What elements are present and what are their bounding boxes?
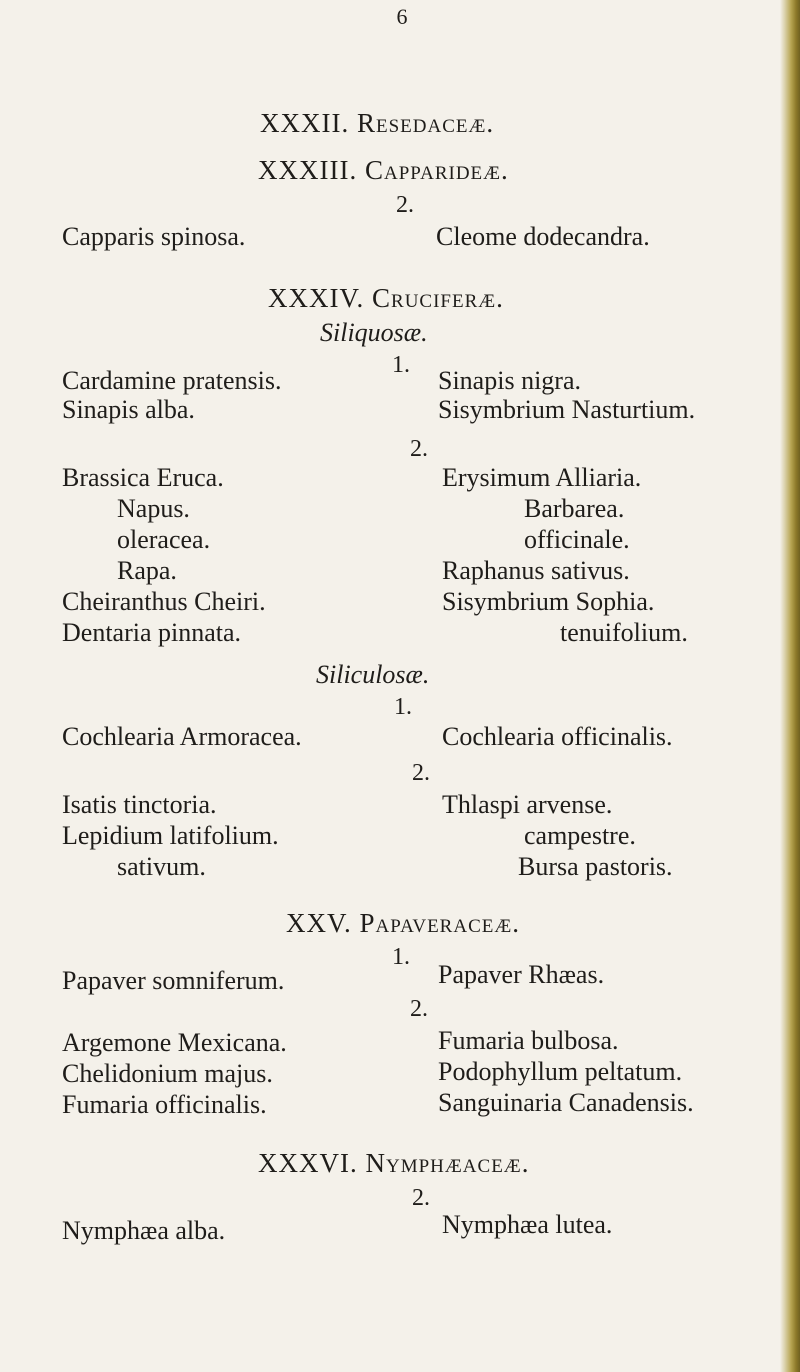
species-entry: Chelidonium majus. xyxy=(62,1059,273,1088)
species-entry: campestre. xyxy=(524,821,636,850)
species-entry: Sinapis alba. xyxy=(62,395,195,424)
species-entry: oleracea. xyxy=(117,525,211,554)
section-heading-xxxiii xyxy=(258,155,509,185)
section-numeral: XXXIII. xyxy=(258,155,358,185)
species-entry: Brassica Eruca. xyxy=(62,463,224,492)
species-entry: Napus. xyxy=(117,494,190,523)
section-family: Nymphæaceæ. xyxy=(365,1148,530,1178)
species-entry: Papaver somniferum. xyxy=(62,966,285,995)
section-heading-xxv xyxy=(286,908,520,938)
subdivision-title: Siliquosæ. xyxy=(320,318,428,347)
species-entry: Papaver Rhæas. xyxy=(438,960,605,989)
section-family: Papaveraceæ. xyxy=(359,908,520,938)
section-numeral: XXXIV. xyxy=(268,283,365,313)
species-entry: Capparis spinosa. xyxy=(62,222,246,251)
species-entry: Cochlearia officinalis. xyxy=(442,722,673,751)
species-entry: Lepidium latifolium. xyxy=(62,821,279,850)
species-entry: Raphanus sativus. xyxy=(442,556,630,585)
species-entry: Fumaria officinalis. xyxy=(62,1090,267,1119)
section-numeral: XXXVI. xyxy=(258,1148,358,1178)
species-entry: Cleome dodecandra. xyxy=(436,222,650,251)
species-entry: Cardamine pratensis. xyxy=(62,366,282,395)
group-number: 1. xyxy=(392,352,410,378)
species-entry: Sinapis nigra. xyxy=(438,366,581,395)
group-number: 2. xyxy=(396,192,414,218)
group-number: 2. xyxy=(410,996,428,1022)
group-number: 2. xyxy=(412,760,430,786)
species-entry: Cochlearia Armoracea. xyxy=(62,722,302,751)
species-entry: Argemone Mexicana. xyxy=(62,1028,287,1057)
species-entry: tenuifolium. xyxy=(560,618,688,647)
section-family: Resedaceæ. xyxy=(356,108,495,138)
section-heading-xxxii xyxy=(260,108,494,138)
section-numeral: XXXII. xyxy=(260,108,350,138)
section-heading-xxxiv xyxy=(268,283,504,313)
species-entry: Rapa. xyxy=(117,556,177,585)
page-number: 6 xyxy=(396,4,408,29)
section-heading-xxxvi xyxy=(258,1148,529,1178)
species-entry: Cheiranthus Cheiri. xyxy=(62,587,266,616)
species-entry: Sisymbrium Nasturtium. xyxy=(438,395,696,424)
section-numeral: XXV. xyxy=(286,908,352,938)
species-entry: Podophyllum peltatum. xyxy=(438,1057,683,1086)
section-family: Capparideæ. xyxy=(364,155,509,185)
species-entry: Sanguinaria Canadensis. xyxy=(438,1088,694,1117)
subdivision-title: Siliculosæ. xyxy=(316,660,430,689)
group-number: 1. xyxy=(392,944,410,970)
species-entry: Isatis tinctoria. xyxy=(62,790,217,819)
group-number: 1. xyxy=(394,694,412,720)
species-entry: Nymphæa alba. xyxy=(62,1216,226,1245)
species-entry: Nymphæa lutea. xyxy=(442,1210,613,1239)
species-entry: Barbarea. xyxy=(524,494,625,523)
group-number: 2. xyxy=(412,1185,430,1211)
species-entry: Thlaspi arvense. xyxy=(442,790,613,819)
species-entry: Sisymbrium Sophia. xyxy=(442,587,655,616)
species-entry: Fumaria bulbosa. xyxy=(438,1026,619,1055)
species-entry: officinale. xyxy=(524,525,630,554)
group-number: 2. xyxy=(410,436,428,462)
species-entry: Bursa pastoris. xyxy=(518,852,673,881)
species-entry: Dentaria pinnata. xyxy=(62,618,242,647)
book-spine-edge xyxy=(780,0,800,1372)
species-entry: Erysimum Alliaria. xyxy=(442,463,642,492)
section-family: Cruciferæ. xyxy=(372,283,504,313)
species-entry: sativum. xyxy=(117,852,206,881)
